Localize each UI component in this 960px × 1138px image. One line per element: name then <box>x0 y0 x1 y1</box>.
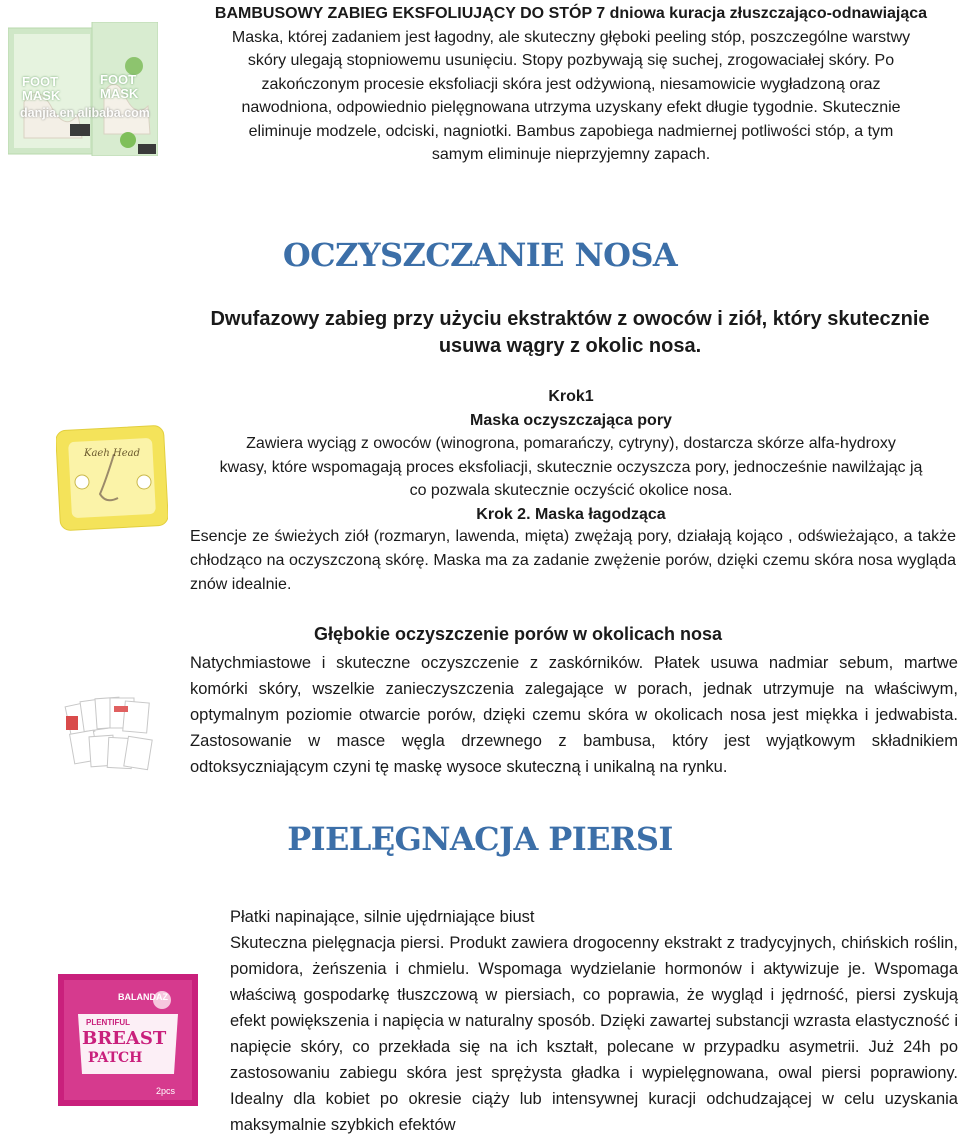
nose-step1 <box>190 385 952 526</box>
foot-mask-image-text-2: MASK <box>22 88 61 103</box>
step1-line-2: kwasy, które wspomagają proces eksfoliacji, skutecznie oczyszcza pory, jednocześnie nawilżając ją <box>219 458 923 476</box>
breast-image-text-1: PLENTIFUL <box>86 1018 130 1027</box>
foot-section <box>186 2 956 167</box>
step2-title: Krok 2. Maska łagodząca <box>476 505 666 523</box>
step1-line-3: co pozwala skutecznie oczyścić okolice nosa. <box>409 482 733 499</box>
foot-mask-image-text-4: MASK <box>100 86 139 101</box>
deep-cleansing-text: Natychmiastowe i skuteczne oczyszczenie z zaskórników. Płatek usuwa nadmiar sebum, martwe komórki skóry, wszelkie zanieczyszczenia zalegające w porach, jednak utrzymuje na właściwym, optymalnym poziomie otwarcie porów, dzięki czemu skóra w okolicach nosa jest miękka i jedwabista. Zastosowanie w masce węgla drzewnego z bambusa, który jest wyjątkowym składnikiem odtoksyczniającym czyni tę maskę wysoce skuteczną i unikalną na rynku. <box>190 654 958 776</box>
breast-image-text-3: PATCH <box>88 1050 143 1066</box>
nose-subtitle-line-2: usuwa wągry z okolic nosa. <box>438 335 702 357</box>
nose-strips-illustration <box>64 692 160 778</box>
nose-mask-product-image <box>56 424 168 532</box>
breast-patch-product-image <box>58 974 198 1106</box>
foot-line-5: eliminuje modzele, odciski, nagniotki. Bambus zapobiega nadmiernej potliwości stóp, a tym <box>248 122 894 140</box>
foot-mask-product-image <box>8 22 158 156</box>
step1-title: Maska oczyszczająca pory <box>470 411 672 429</box>
nose-heading: OCZYSZCZANIE NOSA <box>282 236 678 274</box>
breast-heading: PIELĘGNACJA PIERSI <box>287 820 673 858</box>
foot-line-6: samym eliminuje nieprzyjemny zapach. <box>431 146 711 163</box>
nose-image-brand: Kaeh Head <box>84 448 140 459</box>
foot-line-1: Maska, której zadaniem jest łagodny, ale skuteczny głęboki peeling stóp, poszczególne warstwy <box>231 28 911 46</box>
step1-line-1: Zawiera wyciąg z owoców (winogrona, pomarańczy, cytryny), dostarcza skórze alfa-hydroxy <box>246 435 896 452</box>
foot-line-2: skóry ulegają stopniowemu usunięciu. Stopy pozbywają się suchej, zrogowaciałej skóry. Po <box>247 52 895 69</box>
nose-subtitle-line-1: Dwufazowy zabieg przy użyciu ekstraktów z owoców i ziół, który skutecznie <box>210 308 930 330</box>
nose-mask-illustration <box>56 424 168 532</box>
foot-mask-image-text-1: FOOT <box>22 74 59 89</box>
step2-text: Esencje ze świeżych ziół (rozmaryn, lawenda, mięta) zwężają pory, działają kojąco , odświeżająco, a także chłodząco na oczyszczoną skórę. Maska ma za zadanie zwężenie porów, dzięki czemu skóra nosa wygląda znów idealnie. <box>190 528 956 593</box>
deep-cleansing-heading: Głębokie oczyszczenie porów w okolicach nosa <box>313 624 723 644</box>
breast-text: Skuteczna pielęgnacja piersi. Produkt zawiera drogocenny ekstrakt z tradycyjnych, chińskich roślin, pomidora, żeńszenia i chmielu. Wspomaga wydzielanie hormonów i aktywizuje je. Wspomaga właściwą gospodarkę tłuszczową w piersiach, co poprawia, że wygląd i jędrność, piersi zyskują efekt powiększenia i napięcia w naturalny sposób. Dzięki zawartej substancji wzrasta elastyczność i napięcie skóry, co przekłada się na ich kształt, polecane w przypadku asymetrii. Już 24h po zastosowaniu zabiegu skóra jest sprężysta gładka i wypielęgnowana, owal piersi poprawiony. Idealny dla kobiet po okresie ciąży lub intensywnej kuracji odchudzającej w celu uzyskania maksymalnie szybkich efektów <box>230 934 958 1134</box>
breast-intro: Płatki napinające, silnie ujędrniające biust <box>230 908 535 926</box>
foot-title: BAMBUSOWY ZABIEG EKSFOLIUJĄCY DO STÓP 7 dniowa kuracja złuszczająco-odnawiająca <box>214 5 928 22</box>
foot-line-3: zakończonym procesie eksfoliacji skóra jest odżywioną, niesamowicie wygładzoną oraz <box>261 75 881 93</box>
breast-image-count: 2pcs <box>156 1086 176 1096</box>
watermark: danjia.en.alibaba.com <box>20 106 150 120</box>
foot-line-4: nawodniona, odpowiednio pielęgnowana utrzyma uzyskany efekt długie tygodnie. Skutecznie <box>241 99 901 116</box>
nose-strips-product-image <box>64 692 160 778</box>
nose-subtitle <box>190 306 950 360</box>
step1-label: Krok1 <box>548 388 594 405</box>
breast-image-text-2: BREAST <box>82 1028 167 1049</box>
foot-mask-image-text-3: FOOT <box>100 72 137 87</box>
breast-image-brand: BALANDAZ <box>118 992 168 1002</box>
